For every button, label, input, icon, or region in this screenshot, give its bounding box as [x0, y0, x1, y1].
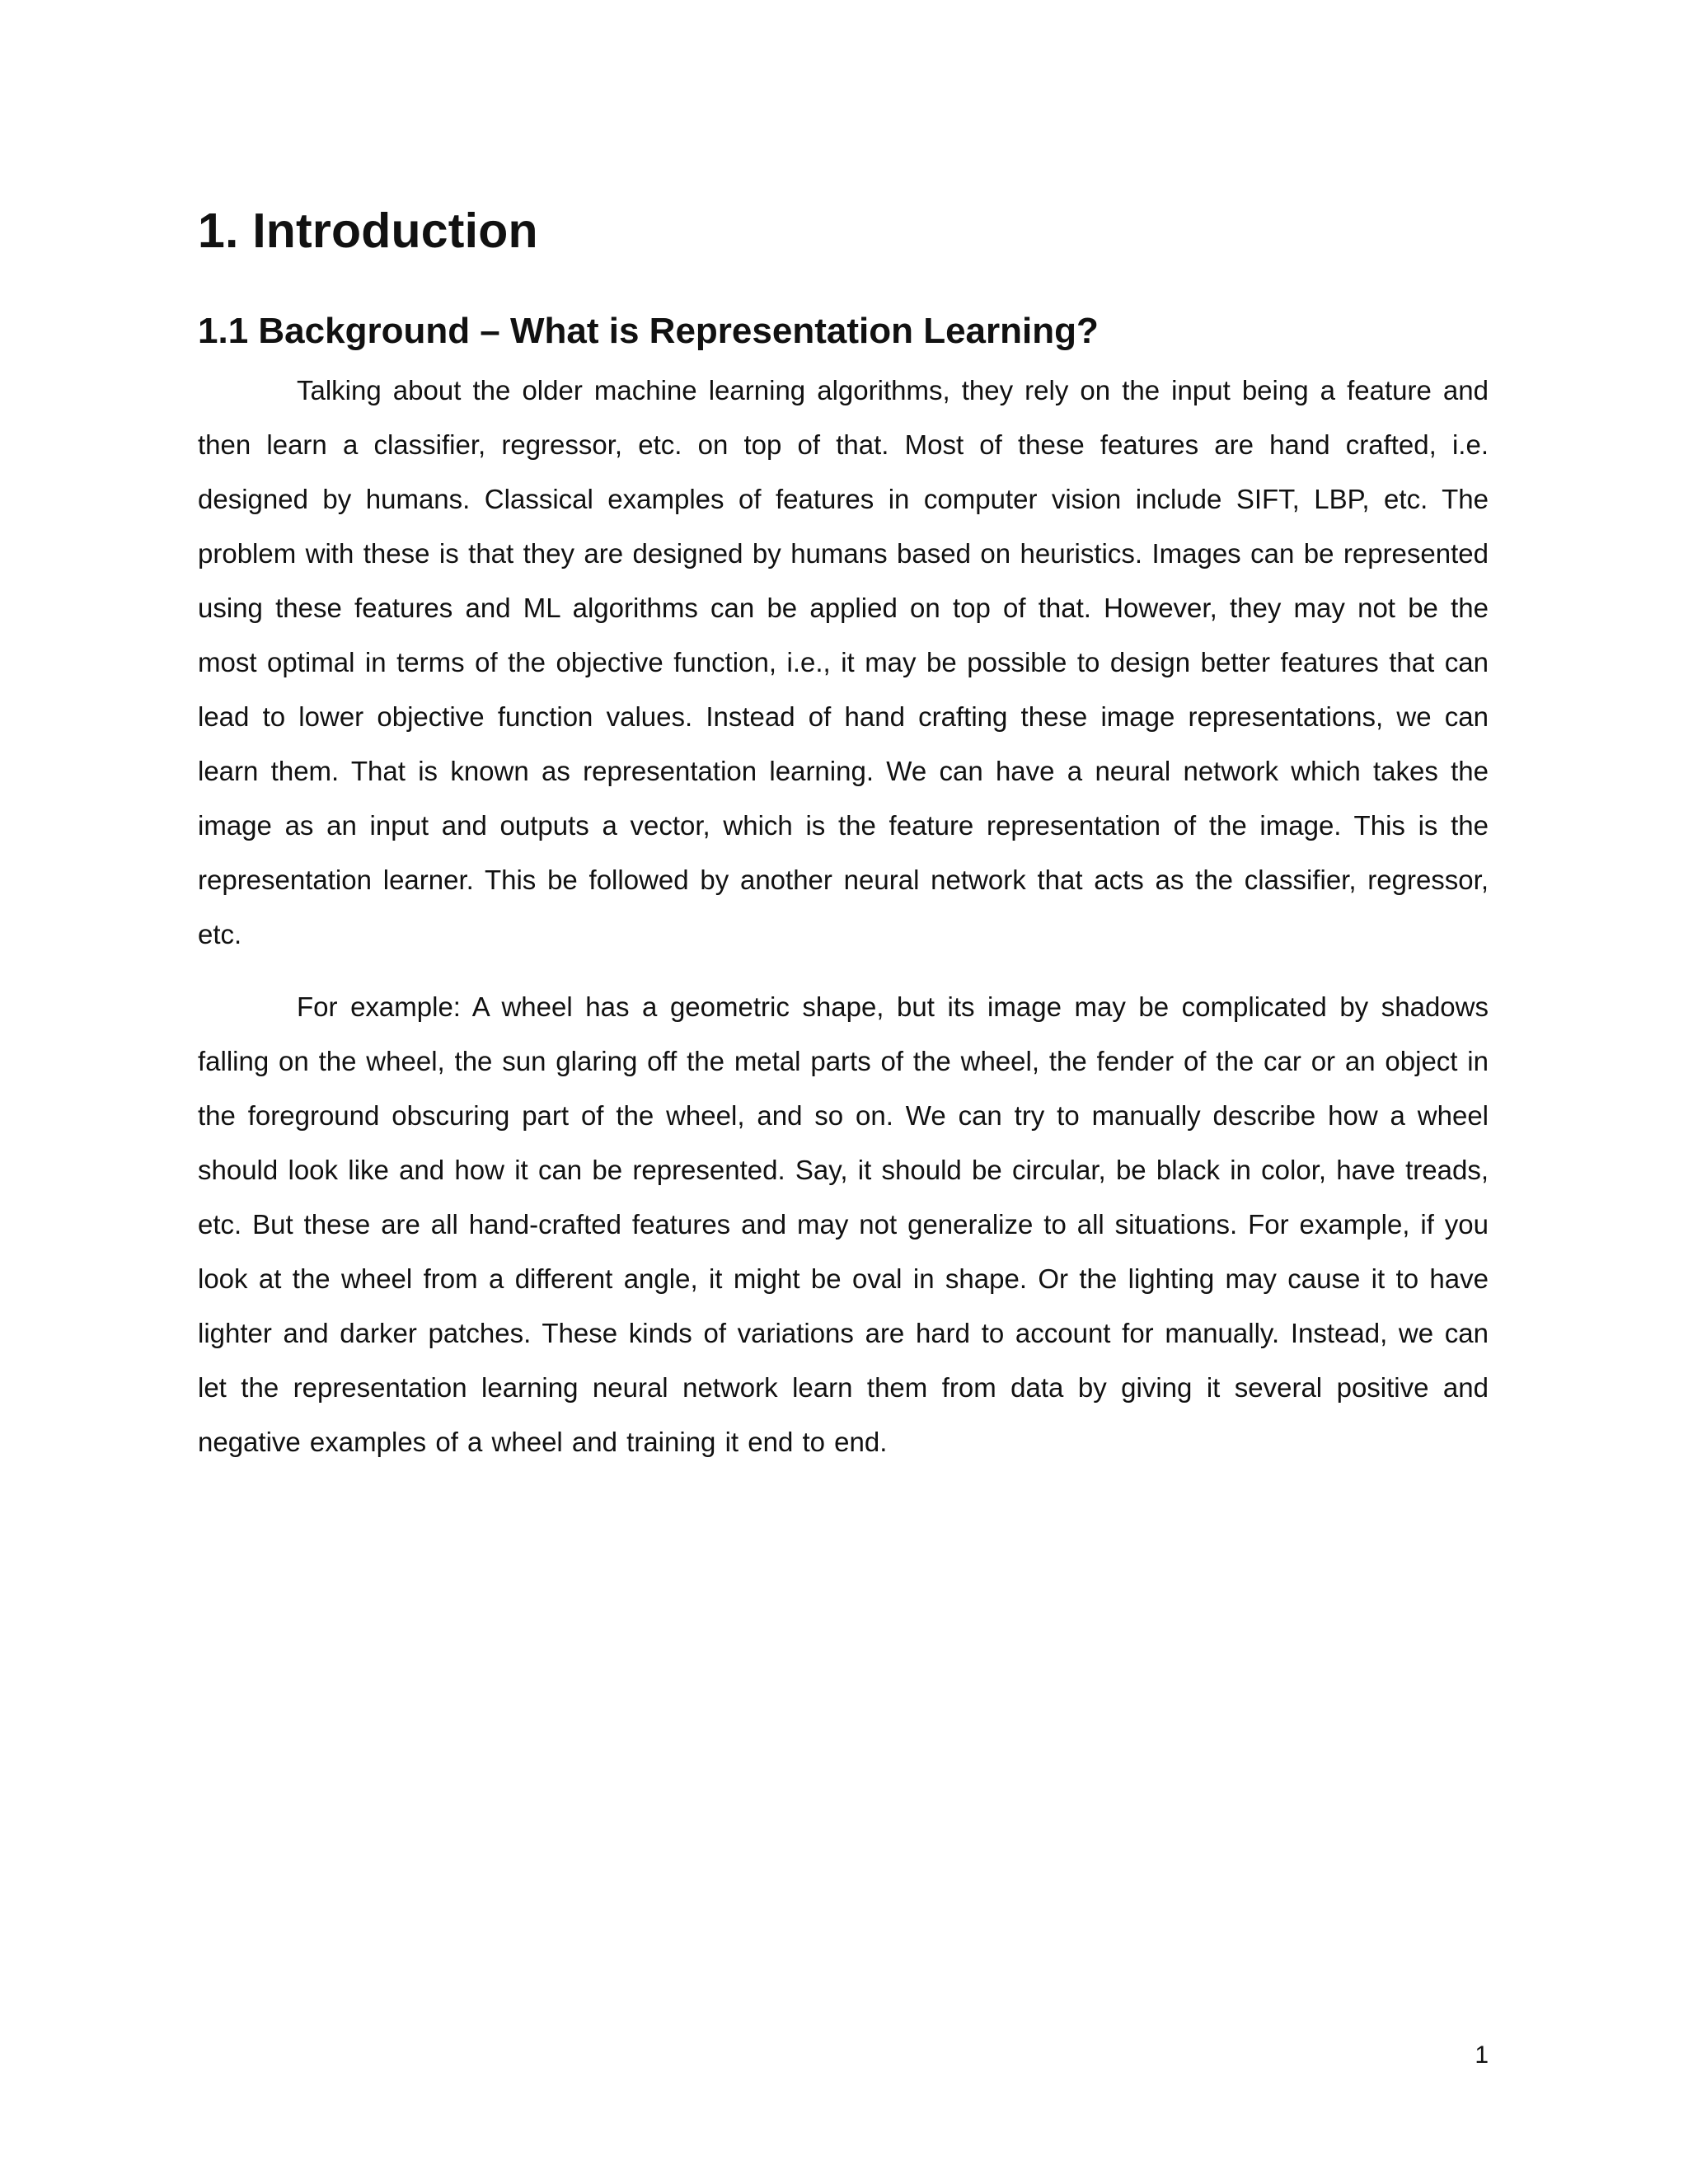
section-title: 1.1 Background – What is Representation Learning? [198, 310, 1099, 351]
chapter-title: 1. Introduction [198, 204, 538, 258]
page-number: 1 [1475, 2041, 1489, 2069]
body-paragraph: For example: A wheel has a geometric shape, but its image may be complicated by shadows falling on the wheel, the sun glaring off the metal parts of the wheel, the fender of the car or an object in the foreground obscuring part of the wheel, and so on. We can try to manually describe how a wheel should look like and how it can be represented. Say, it should be circular, be black in color, have treads, etc. But these are all hand-crafted features and may not generalize to all situations. For example, if you look at the wheel from a different angle, it might be oval in shape. Or the lighting may cause it to have lighter and darker patches. These kinds of variations are hard to account for manually. Instead, we can let the representation learning neural network learn them from data by giving it several positive and negative examples of a wheel and training it end to end. [198, 991, 1489, 1457]
page-content [198, 202, 1489, 1469]
body-paragraph: Talking about the older machine learning algorithms, they rely on the input being a feature and then learn a classifier, regressor, etc. on top of that. Most of these features are hand crafted, i.e. designed by humans. Classical examples of features in computer vision include SIFT, LBP, etc. The problem with these is that they are designed by humans based on heuristics. Images can be represented using these features and ML algorithms can be applied on top of that. However, they may not be the most optimal in terms of the objective function, i.e., it may be possible to design better features that can lead to lower objective function values. Instead of hand crafting these image representations, we can learn them. That is known as representation learning. We can have a neural network which takes the image as an input and outputs a vector, which is the feature representation of the image. This is the representation learner. This be followed by another neural network that acts as the classifier, regressor, etc. [198, 374, 1489, 949]
